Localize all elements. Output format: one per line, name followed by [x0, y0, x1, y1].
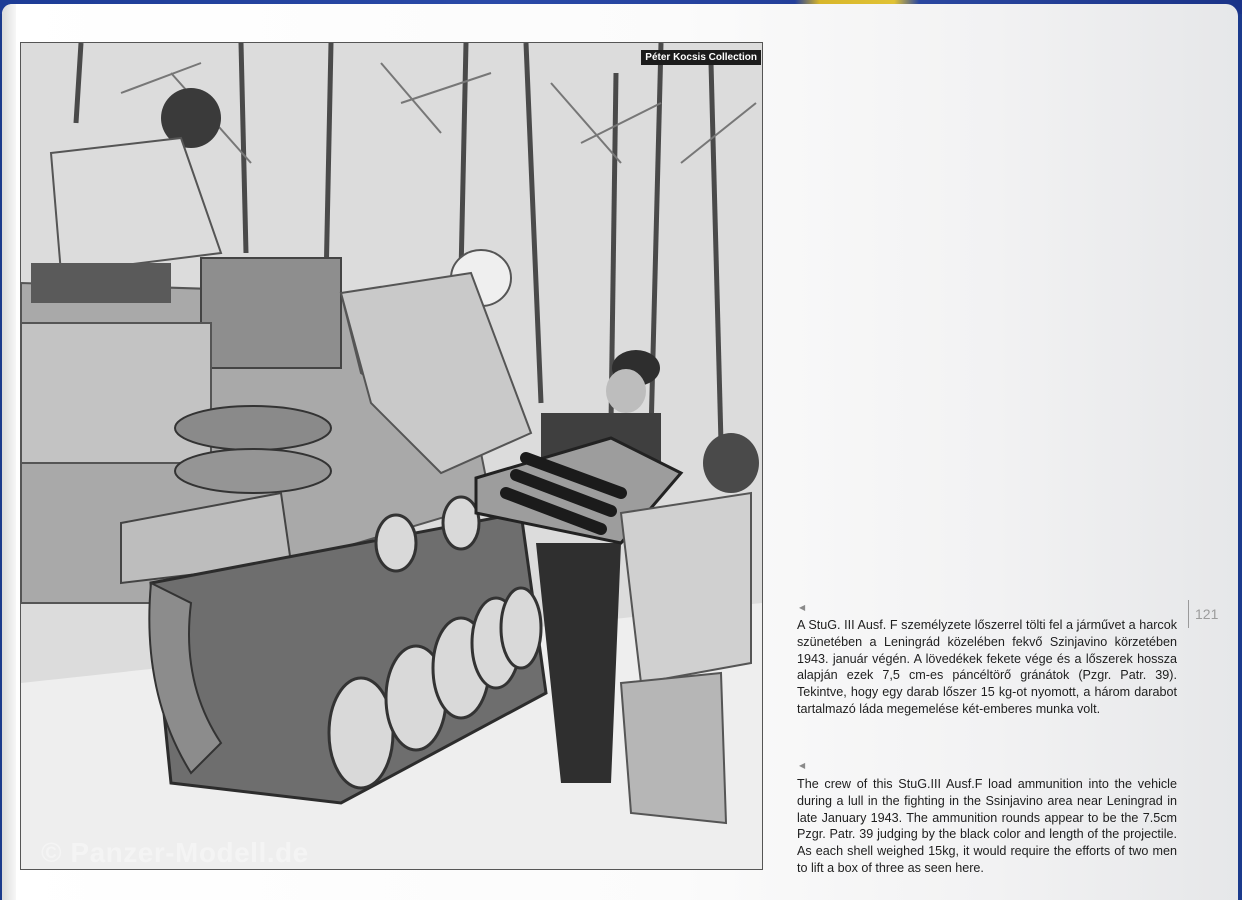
triangle-left-icon: ◀	[799, 761, 806, 770]
historical-photo	[20, 42, 763, 870]
page-number: 121	[1188, 600, 1218, 628]
photo-illustration	[21, 43, 762, 869]
caption-hungarian: A StuG. III Ausf. F személyzete lőszerrel tölti fel a járművet a harcok szünetében a Leningrád közelében fekvő Szinjavino körzetében 1943. január végén. A lövedékek fekete vége és a lőszerek hossza alapján ezek 7,5 cm-es páncéltörő gránátok (Pzgr. Patr. 39). Tekintve, hogy egy darab lőszer 15 kg-ot nyomott, a három darabot tartalmazó láda megemelése két-emberes munka volt.	[797, 618, 1177, 716]
caption-english: The crew of this StuG.III Ausf.F load ammunition into the vehicle during a lull in the fighting in the Ssinjavino area near Leningrad in late January 1943. The ammunition rounds appear to be the 7.5cm Pzgr. Patr. 39 judging by the black color and length of the projectile. As each shell weighed 15kg, it would require the efforts of two men to lift a box of three as seen here.	[797, 777, 1177, 875]
photo-credit: Péter Kocsis Collection	[641, 50, 761, 65]
triangle-left-icon: ◀	[799, 603, 806, 612]
page-gutter	[2, 4, 16, 900]
watermark: © Panzer-Modell.de	[41, 837, 309, 868]
